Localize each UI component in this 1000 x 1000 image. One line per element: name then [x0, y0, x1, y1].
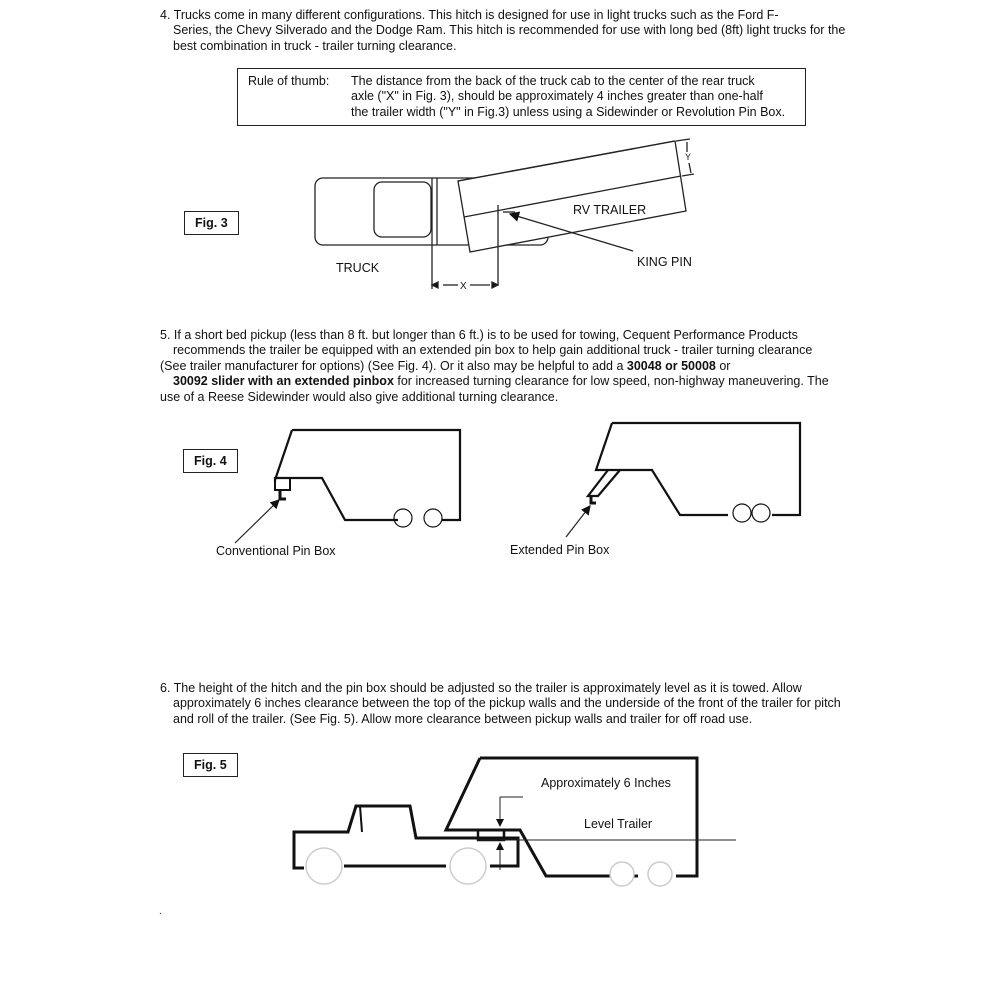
section-6-line: and roll of the trailer. (See Fig. 5). Allow more clearance between pickup walls and trailer for off road use.: [173, 711, 753, 726]
section-5-text: or: [715, 358, 731, 373]
y-dimension-bottom: [682, 174, 694, 176]
fig-5-label: Fig. 5: [183, 753, 238, 777]
extended-pin-arrow: [566, 506, 590, 537]
y-dimension-top: [676, 139, 690, 141]
section-5-line: use of a Reese Sidewinder would also give additional turning clearance.: [160, 389, 559, 404]
fig-4-conventional-trailer: [275, 430, 460, 527]
x-dimension-label: X: [460, 281, 467, 292]
x-arrow-right: [492, 282, 498, 288]
section-5-text: for increased turning clearance for low speed, non-highway maneuvering. The: [393, 374, 829, 389]
fig-3-label: Fig. 3: [184, 211, 239, 235]
fig-4-extended-trailer: [588, 423, 800, 522]
fig-5-truck: [294, 806, 518, 884]
y-dimension-label: Y: [685, 152, 692, 162]
x-arrow-left: [432, 282, 438, 288]
truck-label: TRUCK: [336, 261, 380, 275]
king-pin-label: KING PIN: [637, 255, 692, 269]
section-6-line: 6. The height of the hitch and the pin box should be adjusted so the trailer is approximately level as it is towed. Allow: [160, 681, 802, 695]
rule-of-thumb-label: Rule of thumb:: [248, 74, 330, 88]
part-number-text: 30092 slider with an extended pinbox: [173, 374, 394, 389]
section-5-line: recommends the trailer be equipped with an extended pin box to help gain additional truck - trailer turning clearance: [173, 343, 813, 358]
rule-of-thumb-line: axle ("X" in Fig. 3), should be approximately 4 inches greater than one-half: [351, 89, 763, 104]
section-6-line: approximately 6 inches clearance between the top of the pickup walls and the underside of the front of the trailer for pitch: [173, 696, 841, 711]
approx-6-inches-label: Approximately 6 Inches: [541, 776, 671, 790]
section-5-line: 5. If a short bed pickup (less than 8 ft. but longer than 6 ft.) is to be used for towing, Cequent Performance Products: [160, 328, 798, 342]
section-5-text: (See trailer manufacturer for options) (See Fig. 4). Or it also may be helpful to add a: [160, 358, 627, 373]
section-4-line: best combination in truck - trailer turning clearance.: [173, 38, 457, 53]
section-4-line: Series, the Chevy Silverado and the Dodge Ram. This hitch is recommended for use with long bed (8ft) light trucks for the: [173, 23, 846, 38]
truck-cab-window: [374, 182, 431, 237]
conventional-pin-arrow: [235, 500, 279, 543]
y-dimension-line: [689, 163, 691, 173]
rule-of-thumb-line: the trailer width ("Y" in Fig.3) unless using a Sidewinder or Revolution Pin Box.: [351, 104, 786, 119]
rv-trailer-label: RV TRAILER: [573, 203, 647, 217]
footer-mark: .: [159, 906, 162, 917]
section-4-line: 4. Trucks come in many different configurations. This hitch is designed for use in light trucks such as the Ford F-: [160, 8, 779, 22]
extended-pin-box-label: Extended Pin Box: [510, 543, 610, 557]
level-trailer-label: Level Trailer: [584, 817, 653, 831]
fig-4-label: Fig. 4: [183, 449, 238, 473]
rule-of-thumb-line: The distance from the back of the truck cab to the center of the rear truck: [351, 74, 755, 88]
conventional-pin-box-label: Conventional Pin Box: [216, 544, 336, 558]
part-number-text: 30048 or 50008: [626, 358, 716, 373]
